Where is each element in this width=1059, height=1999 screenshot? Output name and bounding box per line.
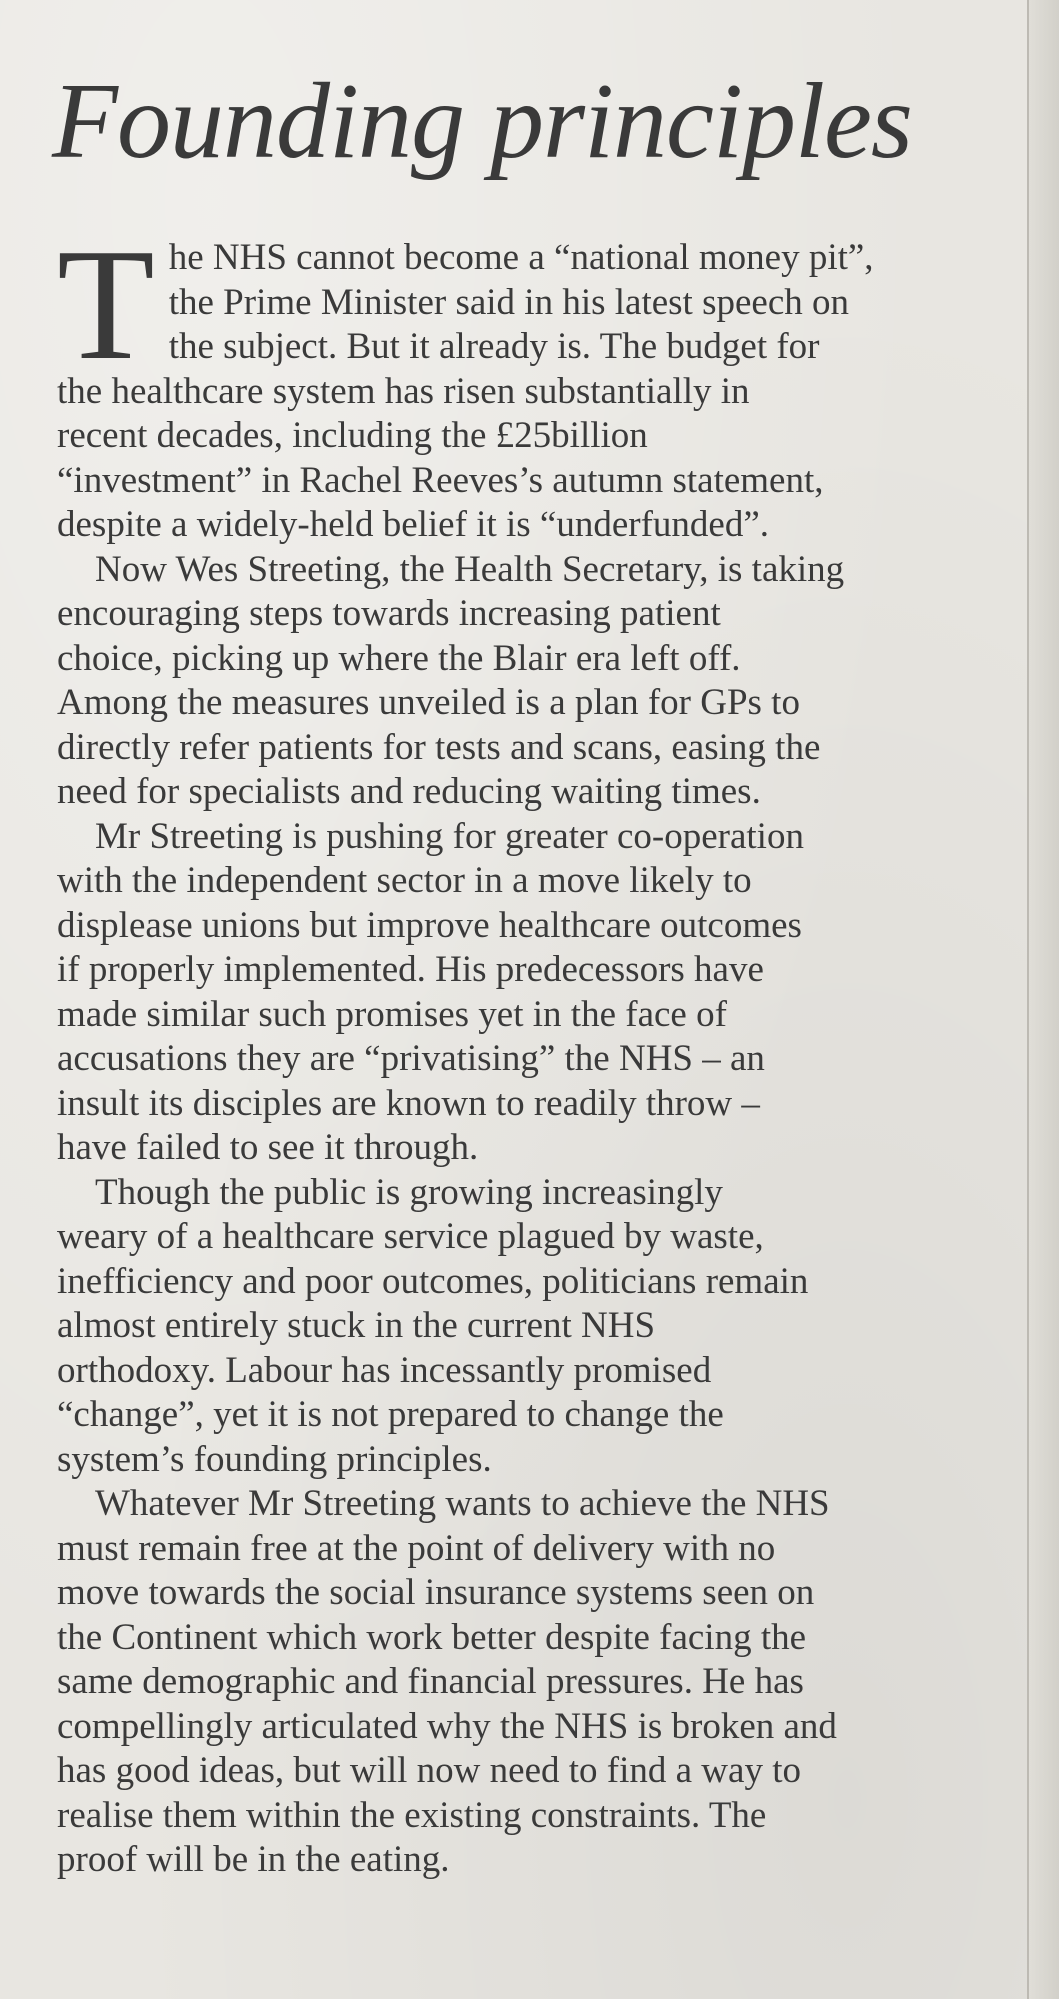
text-line: insult its disciples are known to readily throw –: [57, 1082, 760, 1124]
text-line: have failed to see it through.: [57, 1127, 479, 1168]
text-line: weary of a healthcare service plagued by waste,: [57, 1216, 764, 1257]
text-line: Though the public is growing increasingly: [95, 1171, 723, 1213]
text-line: displease unions but improve healthcare outcomes: [57, 904, 802, 946]
paragraph-3: [57, 815, 1037, 1171]
text-line: orthodoxy. Labour has incessantly promised: [57, 1349, 712, 1391]
text-line: made similar such promises yet in the face of: [57, 993, 727, 1035]
paragraph-2: [57, 548, 1037, 815]
text-line: the Continent which work better despite facing the: [57, 1616, 807, 1658]
text-line: must remain free at the point of delivery with no: [57, 1527, 776, 1569]
paragraph-5: [57, 1482, 1037, 1883]
text-line: Whatever Mr Streeting wants to achieve the NHS: [95, 1483, 830, 1524]
text-line: encouraging steps towards increasing patient: [57, 593, 721, 634]
text-line: with the independent sector in a move likely to: [57, 860, 752, 901]
text-line: directly refer patients for tests and scans, easing the: [57, 726, 821, 768]
text-line: system’s founding principles.: [57, 1438, 492, 1480]
text-line: inefficiency and poor outcomes, politicians remain: [57, 1260, 809, 1302]
text-line: Mr Streeting is pushing for greater co-operation: [95, 815, 804, 857]
text-line: recent decades, including the £25billion: [57, 415, 648, 456]
text-line: Among the measures unveiled is a plan for GPs to: [57, 682, 800, 723]
text-line: “change”, yet it is not prepared to change the: [57, 1394, 724, 1435]
text-line: has good ideas, but will now need to find a way to: [57, 1750, 801, 1791]
text-line: the subject. But it already is. The budget for: [168, 326, 820, 367]
text-line: same demographic and financial pressures. He has: [57, 1661, 804, 1702]
text-line: he NHS cannot become a “national money pit”,: [168, 237, 874, 278]
drop-cap: T: [57, 215, 155, 393]
text-line: almost entirely stuck in the current NHS: [57, 1305, 656, 1346]
text-line: realise them within the existing constraints. The: [57, 1794, 767, 1836]
text-line: despite a widely-held belief it is “underfunded”.: [57, 504, 769, 545]
text-line: need for specialists and reducing waiting times.: [57, 771, 761, 812]
text-line: Now Wes Streeting, the Health Secretary, is taking: [95, 548, 845, 590]
text-line: accusations they are “privatising” the NHS – an: [57, 1038, 765, 1079]
article-body: [57, 215, 1037, 1883]
text-line: proof will be in the eating.: [57, 1839, 450, 1880]
text-line: “investment” in Rachel Reeves’s autumn statement,: [57, 459, 824, 501]
text-line: if properly implemented. His predecessors have: [57, 949, 764, 990]
text-line: move towards the social insurance systems seen on: [57, 1572, 815, 1613]
text-line: compellingly articulated why the NHS is broken and: [57, 1705, 837, 1747]
paragraph-4: [57, 1171, 1037, 1483]
text-line: choice, picking up where the Blair era left off.: [57, 637, 741, 679]
headline: Founding principles: [52, 62, 912, 181]
text-line: the healthcare system has risen substantially in: [57, 370, 750, 412]
paragraph-1: [57, 215, 1037, 548]
text-line: the Prime Minister said in his latest speech on: [168, 281, 850, 323]
